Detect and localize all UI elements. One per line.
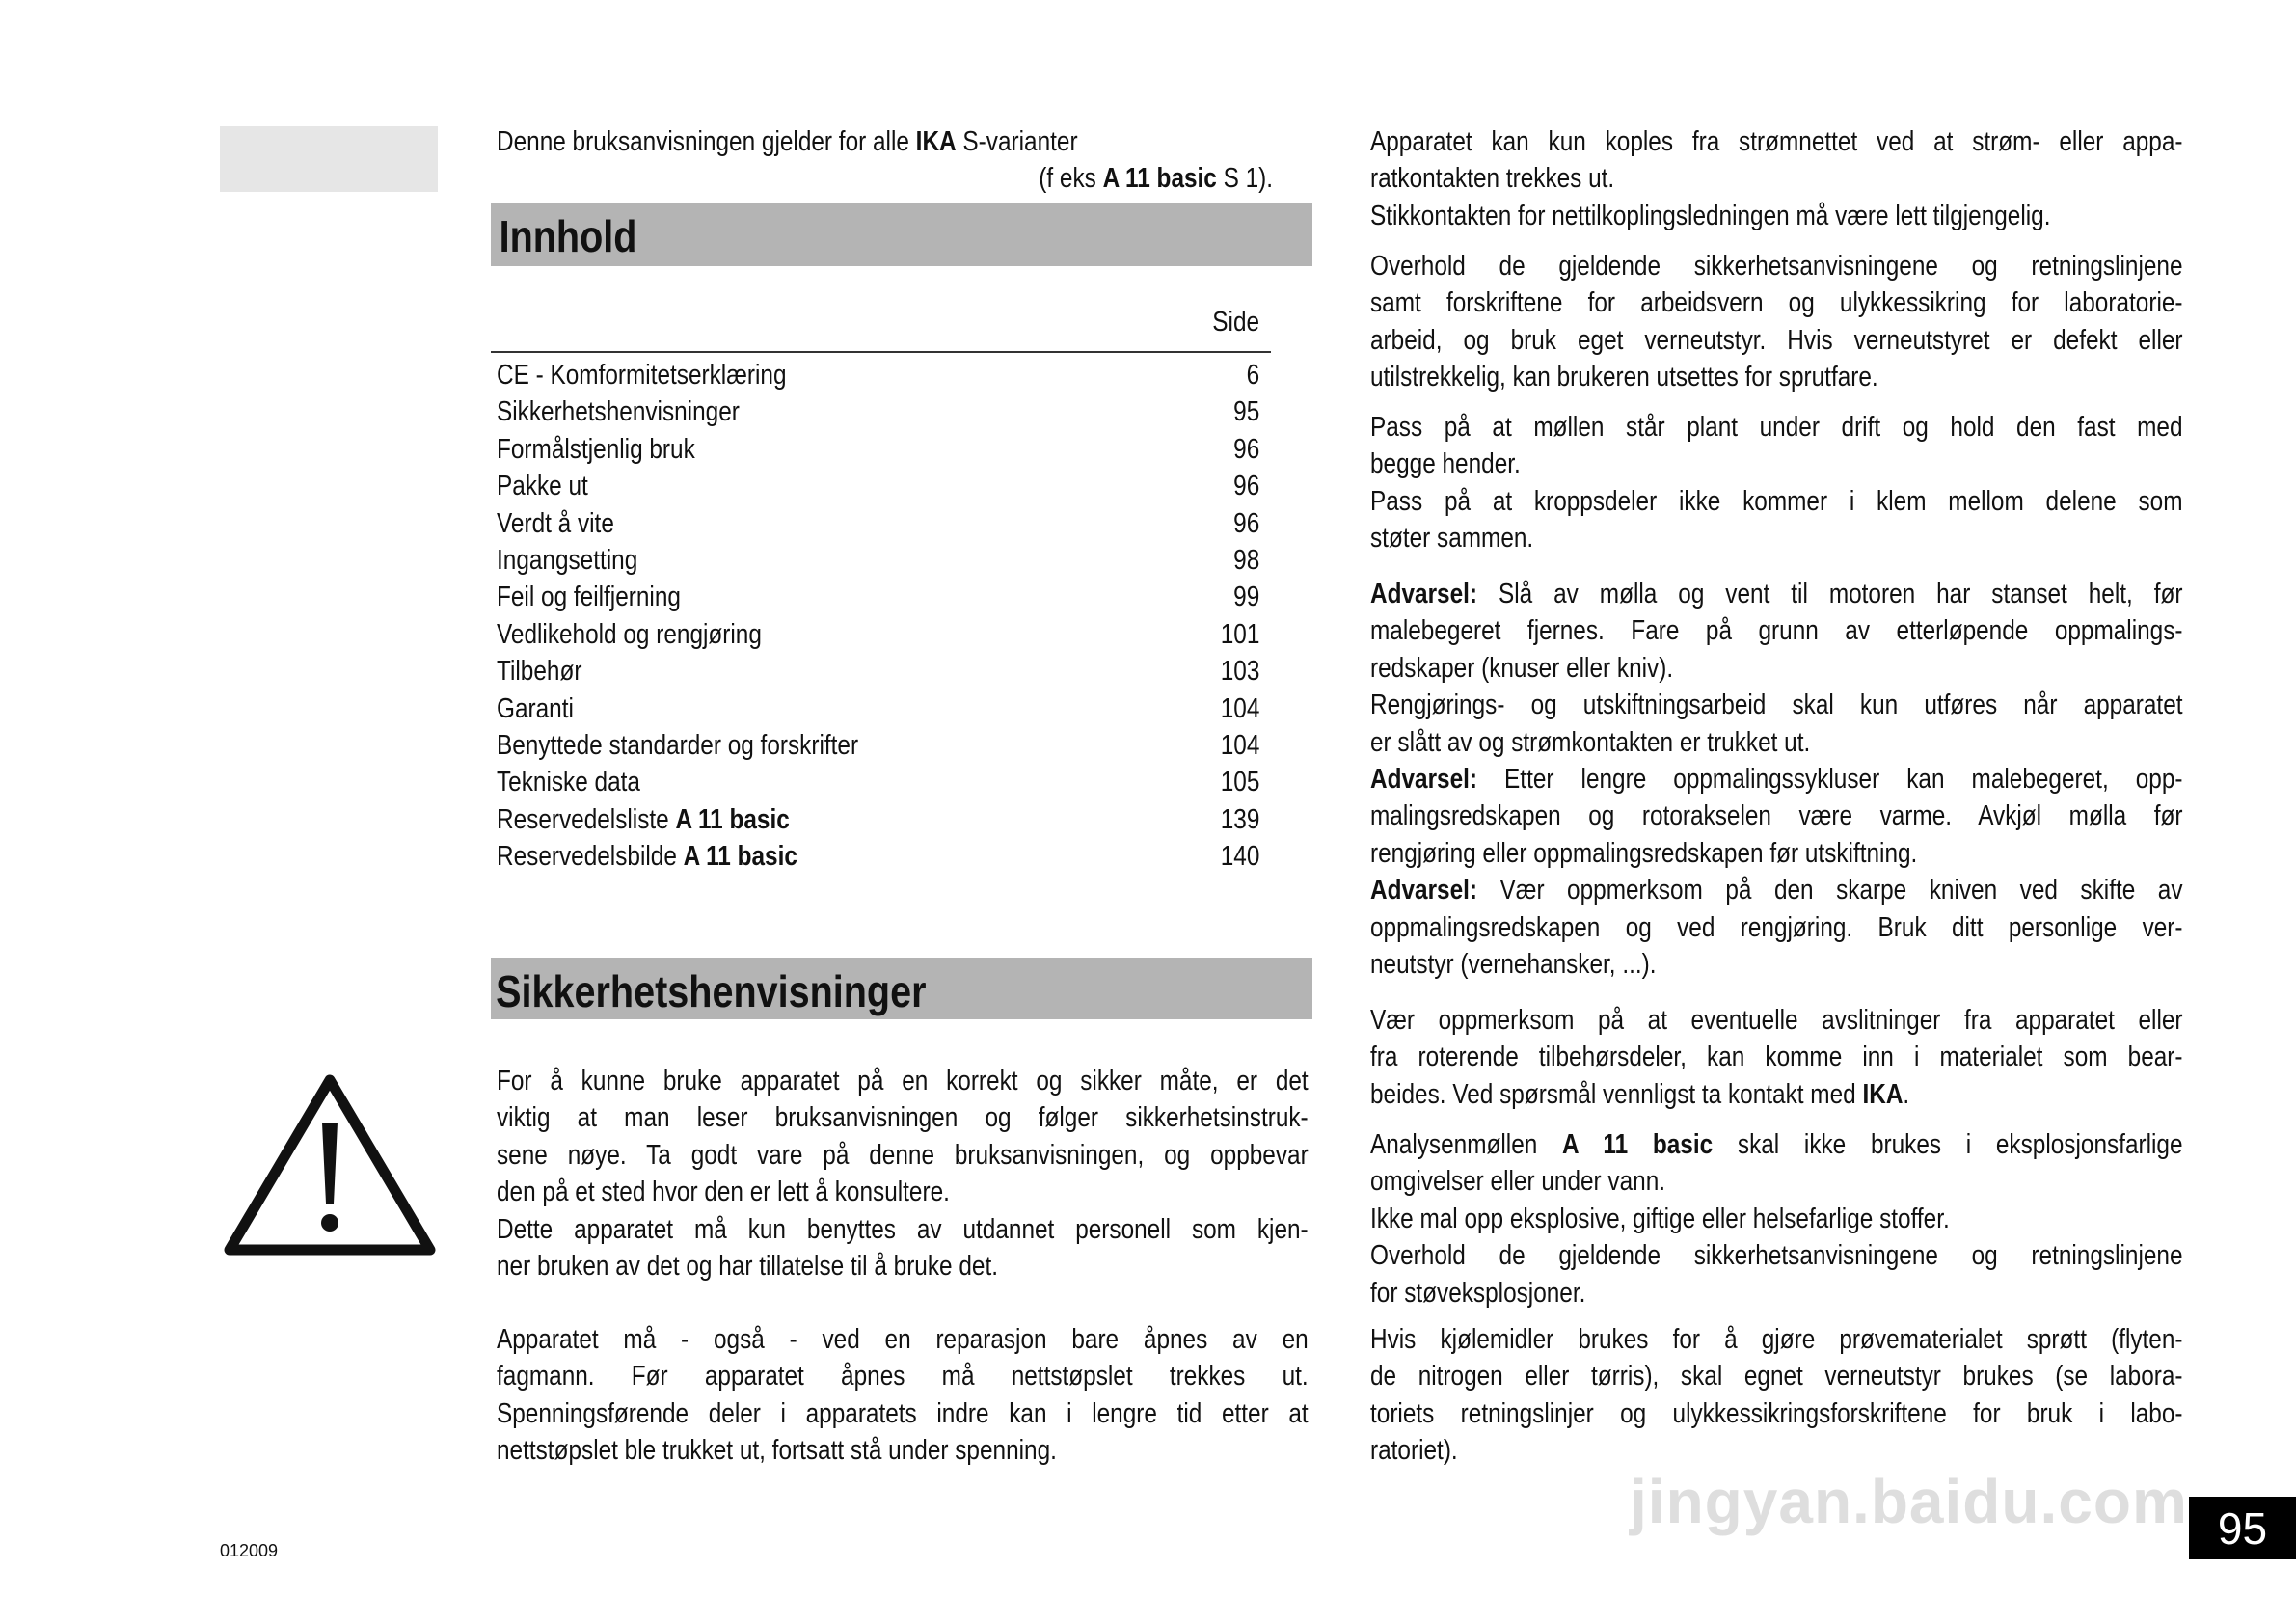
- text-line: rengjøring eller oppmalingsredskapen før utskiftning.: [1370, 837, 1918, 869]
- safety-heading-bar: [491, 958, 1312, 1019]
- text-line: nettstøpslet ble trukket ut, fortsatt stå under spenning.: [497, 1435, 1057, 1467]
- toc-title: Pakke ut: [497, 471, 588, 502]
- toc-page: 139: [1220, 803, 1259, 835]
- paragraph: [497, 1321, 1309, 1470]
- toc-row[interactable]: [497, 582, 1271, 618]
- text-line: oppmalingsredskapen og ved rengjøring. Bruk ditt personlige ver-: [1370, 911, 2183, 943]
- paragraph: [1370, 1126, 2183, 1312]
- paragraph: [1370, 123, 2183, 234]
- toc-row[interactable]: [497, 508, 1271, 545]
- toc-row[interactable]: [497, 545, 1271, 582]
- toc-page: 99: [1232, 582, 1259, 613]
- text-line: Spenningsførende deler i apparatets indre kan i lengre tid etter at: [497, 1397, 1309, 1429]
- text-line: Advarsel: Slå av mølla og vent til motoren har stanset helt, før: [1370, 579, 2183, 609]
- toc-row[interactable]: [497, 434, 1271, 471]
- toc-title: Garanti: [497, 692, 574, 724]
- toc-page: 103: [1220, 656, 1259, 688]
- text-line: malingsredskapen og rotorakselen være varme. Avkjøl mølla før: [1370, 800, 2183, 832]
- toc-page: 140: [1220, 841, 1259, 873]
- text-line: den på et sted hvor den er lett å konsultere.: [497, 1177, 950, 1208]
- toc-row[interactable]: [497, 841, 1271, 878]
- text-line: omgivelser eller under vann.: [1370, 1166, 1666, 1198]
- language-tab-marker: [220, 126, 438, 192]
- paragraph: [497, 1063, 1309, 1285]
- warning-triangle-icon: [222, 1070, 438, 1259]
- bold-term: Advarsel:: [1370, 764, 1478, 796]
- paragraph: [1370, 1002, 2183, 1113]
- toc-row[interactable]: [497, 396, 1271, 433]
- text-line: Pass på at kroppsdeler ikke kommer i klem mellom delene som: [1370, 485, 2183, 517]
- toc-title: CE - Komformitetserklæring: [497, 360, 787, 391]
- toc-row[interactable]: [497, 619, 1271, 656]
- toc-row[interactable]: [497, 656, 1271, 692]
- text-line: viktig at man leser bruksanvisningen og følger sikkerhetsinstruk-: [497, 1102, 1309, 1134]
- text-line: Dette apparatet må kun benyttes av utdannet personell som kjen-: [497, 1213, 1309, 1245]
- toc-page: 96: [1232, 507, 1259, 539]
- text-line: arbeid, og bruk eget verneutstyr. Hvis verneutstyret er defekt eller: [1370, 324, 2183, 356]
- toc-title: Verdt å vite: [497, 507, 614, 539]
- bold-term: Advarsel:: [1370, 875, 1478, 907]
- toc-heading: Innhold: [499, 211, 637, 261]
- intro-line-2: (f eks A 11 basic S 1).: [1039, 163, 1273, 194]
- toc-page: 101: [1220, 618, 1259, 650]
- bold-term: IKA: [1862, 1078, 1904, 1110]
- toc-page-label: Side: [1212, 307, 1259, 338]
- text-line: for støveksplosjoner.: [1370, 1277, 1586, 1309]
- toc-page: 105: [1220, 767, 1259, 798]
- toc-row[interactable]: [497, 730, 1271, 767]
- page-number-box: [2189, 1497, 2296, 1559]
- text-line: ratkontakten trekkes ut.: [1370, 163, 1615, 195]
- text-line: Hvis kjølemidler brukes for å gjøre prøvematerialet sprøtt (flyten-: [1370, 1324, 2183, 1355]
- text-line: malebegeret fjernes. Fare på grunn av etterløpende oppmalings-: [1370, 615, 2183, 647]
- text-line: neutstyr (vernehansker, ...).: [1370, 949, 1657, 981]
- paragraph: [1370, 1321, 2183, 1470]
- text-line: sene nøye. Ta godt vare på denne bruksanvisningen, og oppbevar: [497, 1139, 1309, 1171]
- toc-row[interactable]: [497, 471, 1271, 507]
- text-line: For å kunne bruke apparatet på en korrekt og sikker måte, er det: [497, 1066, 1309, 1096]
- bold-term: A 11 basic: [1102, 163, 1217, 194]
- toc-title: Tilbehør: [497, 656, 582, 688]
- toc-title: Reservedelsliste A 11 basic: [497, 803, 790, 835]
- document-code: 012009: [220, 1541, 279, 1560]
- paragraph: [1370, 576, 2183, 983]
- toc-row[interactable]: [497, 360, 1271, 396]
- text-line: fra roterende tilbehørsdeler, kan komme inn i materialet som bear-: [1370, 1042, 2183, 1073]
- bold-term: Advarsel:: [1370, 579, 1478, 609]
- toc-title: Feil og feilfjerning: [497, 582, 681, 613]
- text-line: Overhold de gjeldende sikkerhetsanvisningene og retningslinjene: [1370, 251, 2183, 282]
- toc-page: 104: [1220, 730, 1259, 761]
- bold-term: A 11 basic: [675, 803, 790, 835]
- toc-title: Vedlikehold og rengjøring: [497, 618, 762, 650]
- bold-term: A 11 basic: [1562, 1129, 1714, 1160]
- text-line: er slått av og strømkontakten er trukket ut.: [1370, 726, 1811, 758]
- page-number: 95: [2217, 1502, 2268, 1554]
- text-line: begge hender.: [1370, 448, 1521, 480]
- text-line: Vær oppmerksom på at eventuelle avslitninger fra apparatet eller: [1370, 1005, 2183, 1036]
- toc-page: 104: [1220, 692, 1259, 724]
- text-line: Overhold de gjeldende sikkerhetsanvisningene og retningslinjene: [1370, 1240, 2183, 1272]
- text-line: Pass på at møllen står plant under drift og hold den fast med: [1370, 412, 2183, 443]
- text-line: støter sammen.: [1370, 523, 1534, 555]
- toc-title: Tekniske data: [497, 767, 640, 798]
- toc-title: Benyttede standarder og forskrifter: [497, 730, 859, 761]
- text-line: utilstrekkelig, kan brukeren utsettes for sprutfare.: [1370, 362, 1878, 393]
- bold-term: IKA: [915, 126, 957, 157]
- toc-page-column-header: [497, 307, 1271, 343]
- text-line: fagmann. Før apparatet åpnes må nettstøpslet trekkes ut.: [497, 1361, 1309, 1393]
- toc-title: Reservedelsbilde A 11 basic: [497, 841, 797, 873]
- toc-title: Sikkerhetshenvisninger: [497, 396, 740, 428]
- paragraph: [1370, 248, 2183, 396]
- text-line: beides. Ved spørsmål vennligst ta kontakt med IKA.: [1370, 1078, 1910, 1110]
- paragraph: [1370, 409, 2183, 557]
- toc-row[interactable]: [497, 767, 1271, 803]
- text-line: Stikkontakten for nettilkoplingsledningen må være lett tilgjengelig.: [1370, 200, 2051, 231]
- toc-title: Formålstjenlig bruk: [497, 433, 695, 465]
- text-line: ratoriet).: [1370, 1435, 1458, 1467]
- text-line: redskaper (knuser eller kniv).: [1370, 652, 1674, 684]
- text-line: toriets retningslinjer og ulykkessikringsforskriftene for bruk i labo-: [1370, 1397, 2183, 1429]
- text-line: Analysenmøllen A 11 basic skal ikke brukes i eksplosjonsfarlige: [1370, 1129, 2183, 1160]
- text-line: de nitrogen eller tørris), skal egnet verneutstyr brukes (se labora-: [1370, 1361, 2183, 1393]
- toc-page: 96: [1232, 471, 1259, 502]
- toc-heading-bar: [491, 203, 1312, 266]
- text-line: Rengjørings- og utskiftningsarbeid skal kun utføres når apparatet: [1370, 690, 2183, 721]
- text-line: Apparatet må - også - ved en reparasjon bare åpnes av en: [497, 1324, 1309, 1355]
- toc-page: 6: [1246, 360, 1259, 391]
- toc-row[interactable]: [497, 693, 1271, 730]
- text-line: ner bruken av det og har tillatelse til å bruke det.: [497, 1251, 998, 1283]
- watermark: jingyan.baidu.com: [1630, 1467, 2188, 1536]
- safety-heading: Sikkerhetshenvisninger: [496, 966, 927, 1016]
- intro-line-1: Denne bruksanvisningen gjelder for alle IKA S-varianter: [497, 126, 1078, 157]
- toc-divider: [491, 351, 1271, 353]
- toc-title: Ingangsetting: [497, 545, 638, 576]
- text-line: Ikke mal opp eksplosive, giftige eller helsefarlige stoffer.: [1370, 1203, 1950, 1234]
- toc-page: 95: [1232, 396, 1259, 428]
- toc-page: 98: [1232, 545, 1259, 576]
- text-line: Advarsel: Vær oppmerksom på den skarpe kniven ved skifte av: [1370, 875, 2183, 907]
- bold-term: A 11 basic: [683, 841, 797, 873]
- text-line: Apparatet kan kun koples fra strømnettet ved at strøm- eller appa-: [1370, 126, 2183, 157]
- text-line: Advarsel: Etter lengre oppmalingssykluser kan malebegeret, opp-: [1370, 764, 2183, 796]
- toc-row[interactable]: [497, 804, 1271, 841]
- text-line: samt forskriftene for arbeidsvern og ulykkessikring for laboratorie-: [1370, 287, 2183, 319]
- toc-page: 96: [1232, 433, 1259, 465]
